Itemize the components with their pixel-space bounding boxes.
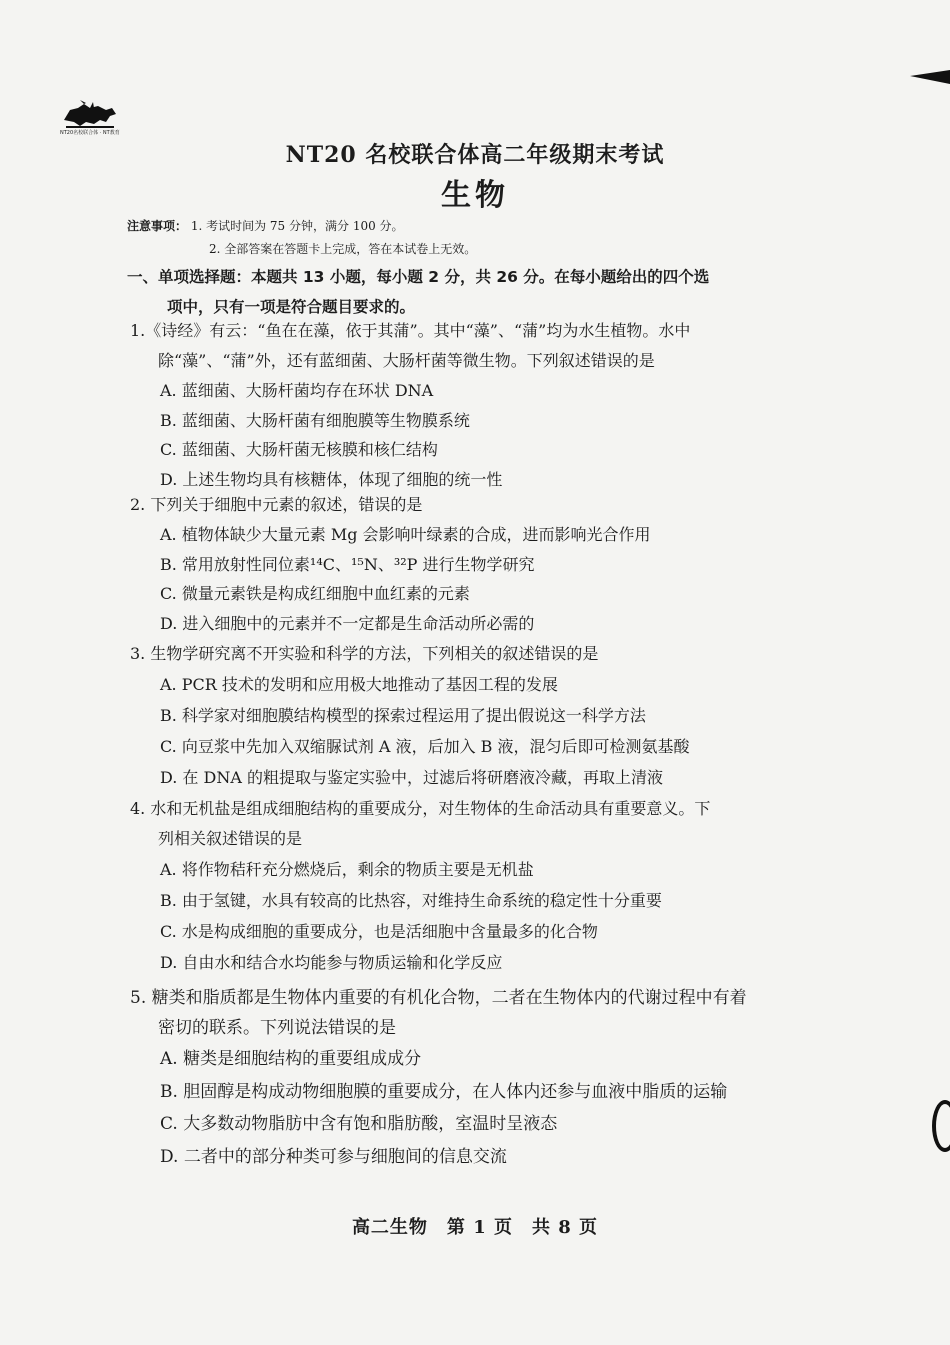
option-c: C. 微量元素铁是构成红细胞中血红素的元素	[160, 584, 470, 604]
page-footer: 高二生物 第 1 页 共 8 页	[351, 1217, 599, 1238]
exam-subject: 生物	[441, 178, 509, 213]
option-a: A. 植物体缺少大量元素 Mg 会影响叶绿素的合成，进而影响光合作用	[160, 525, 651, 544]
option-d: D. 进入细胞中的元素并不一定都是生命活动所必需的	[160, 613, 535, 633]
exam-logo	[60, 100, 120, 140]
question-stem: 2. 下列关于细胞中元素的叙述，错误的是	[130, 495, 423, 514]
bull-logo-icon	[60, 100, 120, 130]
option-b: B. 常用放射性同位素¹⁴C、¹⁵N、³²P 进行生物学研究	[160, 554, 535, 574]
question-stem-continued: 密切的联系。下列说法错误的是	[158, 1018, 396, 1038]
logo-caption: NT20名校联合体 · NT教育	[60, 130, 120, 136]
option-c: C. 水是构成细胞的重要成分，也是活细胞中含量最多的化合物	[160, 922, 598, 941]
option-b: B. 由于氢键，水具有较高的比热容，对维持生命系统的稳定性十分重要	[160, 891, 662, 910]
question-stem: 3. 生物学研究离不开实验和科学的方法，下列相关的叙述错误的是	[130, 644, 599, 663]
notice-item-2: 2. 全部答案在答题卡上完成，答在本试卷上无效。	[209, 242, 477, 256]
question-4	[130, 794, 900, 978]
notice-block	[127, 215, 476, 261]
option-a: A. 糖类是细胞结构的重要组成成分	[160, 1049, 422, 1069]
question-stem: 4. 水和无机盐是组成细胞结构的重要成分，对生物体的生命活动具有重要意义。下	[130, 799, 711, 818]
question-stem: 5. 糖类和脂质都是生物体内重要的有机化合物，二者在生物体内的代谢过程中有着	[130, 988, 747, 1008]
option-d: D. 在 DNA 的粗提取与鉴定实验中，过滤后将研磨液冷藏，再取上清液	[160, 768, 663, 787]
notice-item-1: 1. 考试时间为 75 分钟，满分 100 分。	[190, 219, 404, 233]
section-heading-line-2: 项中，只有一项是符合题目要求的。	[167, 298, 416, 316]
option-b: B. 胆固醇是构成动物细胞膜的重要成分，在人体内还参与血液中脂质的运输	[160, 1081, 728, 1102]
option-b: B. 科学家对细胞膜结构模型的探索过程运用了提出假说这一科学方法	[160, 706, 646, 725]
option-a: A. 蓝细菌、大肠杆菌均存在环状 DNA	[160, 381, 434, 400]
option-a: A. 将作物秸秆充分燃烧后，剩余的物质主要是无机盐	[160, 860, 534, 879]
exam-title: NT20 名校联合体高二年级期末考试	[285, 142, 665, 168]
notice-label: 注意事项：	[127, 219, 188, 233]
question-5	[130, 983, 900, 1173]
scan-ring-mark-icon	[932, 1100, 950, 1152]
scan-edge-mark-icon	[910, 70, 950, 84]
section-heading	[127, 262, 857, 322]
option-c: C. 大多数动物脂肪中含有饱和脂肪酸，室温时呈液态	[160, 1114, 558, 1134]
notice-line-1	[127, 215, 476, 238]
question-2	[130, 490, 900, 638]
section-heading-line-1: 一、单项选择题：本题共 13 小题，每小题 2 分，共 26 分。在每小题给出的四个选	[127, 268, 710, 286]
question-stem-continued: 列相关叙述错误的是	[158, 829, 303, 848]
option-b: B. 蓝细菌、大肠杆菌有细胞膜等生物膜系统	[160, 410, 470, 430]
question-stem: 1.《诗经》有云：“鱼在在藻，依于其蒲”。其中“藻”、“蒲”均为水生植物。水中	[130, 321, 691, 340]
option-d: D. 自由水和结合水均能参与物质运输和化学反应	[160, 953, 503, 972]
option-d: D. 上述生物均具有核糖体，体现了细胞的统一性	[160, 469, 503, 489]
option-c: C. 向豆浆中先加入双缩脲试剂 A 液，后加入 B 液，混匀后即可检测氨基酸	[160, 737, 690, 756]
option-a: A. PCR 技术的发明和应用极大地推动了基因工程的发展	[160, 675, 558, 694]
question-stem-continued: 除“藻”、“蒲”外，还有蓝细菌、大肠杆菌等微生物。下列叙述错误的是	[158, 351, 655, 370]
question-1	[130, 316, 900, 494]
option-d: D. 二者中的部分种类可参与细胞间的信息交流	[160, 1146, 507, 1167]
option-c: C. 蓝细菌、大肠杆菌无核膜和核仁结构	[160, 440, 438, 460]
question-3	[130, 639, 900, 793]
